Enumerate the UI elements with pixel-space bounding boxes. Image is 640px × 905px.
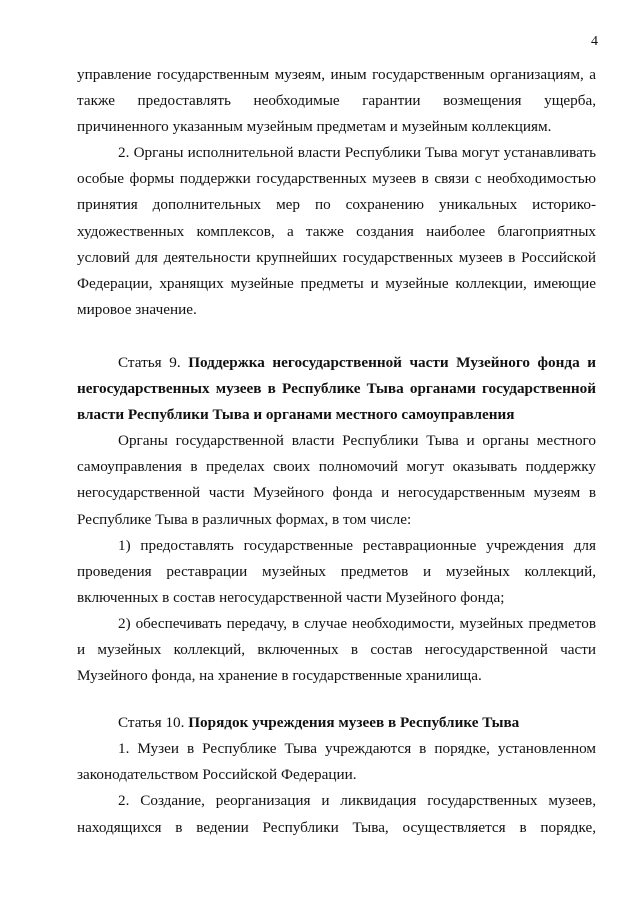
- article-heading-line: [77, 350, 596, 376]
- article-10: [77, 710, 596, 840]
- paragraph-article8-item2: [77, 140, 596, 323]
- text-line: мировое значение.: [77, 300, 197, 318]
- text-line: условий для деятельности крупнейших государственных музеев в Российской: [77, 248, 596, 266]
- page-number: 4: [591, 34, 598, 49]
- article-title-line: негосударственных музеев в Республике Тыва органами государственной: [77, 380, 596, 398]
- text-line: также предоставлять необходимые гарантии возмещения ущерба,: [77, 92, 596, 110]
- text-line: особые формы поддержки государственных музеев в связи с необходимостью: [77, 170, 596, 188]
- article-title-line: власти Республики Тыва и органами местного самоуправления: [77, 406, 515, 424]
- text-line: Музейного фонда, на хранение в государственные хранилища.: [77, 667, 482, 685]
- text-line: законодательством Российской Федерации.: [77, 766, 357, 784]
- article-number: Статья 10.: [118, 714, 189, 732]
- text-line: художественных комплексов, а также создания наиболее благоприятных: [77, 222, 596, 240]
- paragraph-continuation: [77, 62, 596, 140]
- text-line: негосударственной части Музейного фонда и негосударственным музеям в: [77, 484, 596, 502]
- text-line: управление государственным музеям, иным государственным организациям, а: [77, 66, 596, 83]
- list-item-line: 2) обеспечивать передачу, в случае необходимости, музейных предметов: [118, 614, 596, 632]
- text-line: 2. Органы исполнительной власти Республики Тыва могут устанавливать: [118, 144, 596, 162]
- text-line: Органы государственной власти Республики Тыва и органы местного: [118, 432, 596, 450]
- article-title: Порядок учреждения музеев в Республике Тыва: [188, 714, 520, 732]
- text-line: причиненного указанным музейным предметам и музейным коллекциям.: [77, 118, 552, 136]
- article-title: Поддержка негосударственной части Музейного фонда и: [188, 353, 596, 371]
- text-line: Республике Тыва в различных формах, в том числе:: [77, 510, 412, 528]
- text-line: и музейных коллекций, включенных в состав негосударственной части: [77, 640, 596, 658]
- text-line: самоуправления в пределах своих полномочий могут оказывать поддержку: [77, 458, 596, 476]
- article-9: [77, 350, 596, 689]
- text-line: находящихся в ведении Республики Тыва, осуществляется в порядке,: [77, 818, 596, 836]
- text-line: 1. Музеи в Республике Тыва учреждаются в порядке, установленном: [118, 740, 596, 758]
- text-line: принятия дополнительных мер по сохранению уникальных историко-: [77, 196, 596, 214]
- list-item-line: 1) предоставлять государственные реставрационные учреждения для: [118, 536, 596, 554]
- text-line: включенных в состав негосударственной части Музейного фонда;: [77, 588, 505, 606]
- article-heading-line: [77, 710, 596, 736]
- text-line: 2. Создание, реорганизация и ликвидация государственных музеев,: [118, 792, 596, 810]
- article-number: Статья 9.: [118, 353, 189, 371]
- text-line: проведения реставрации музейных предметов и музейных коллекций,: [77, 562, 596, 580]
- document-body: [77, 62, 596, 841]
- text-line: Федерации, хранящих музейные предметы и музейные коллекции, имеющие: [77, 274, 596, 292]
